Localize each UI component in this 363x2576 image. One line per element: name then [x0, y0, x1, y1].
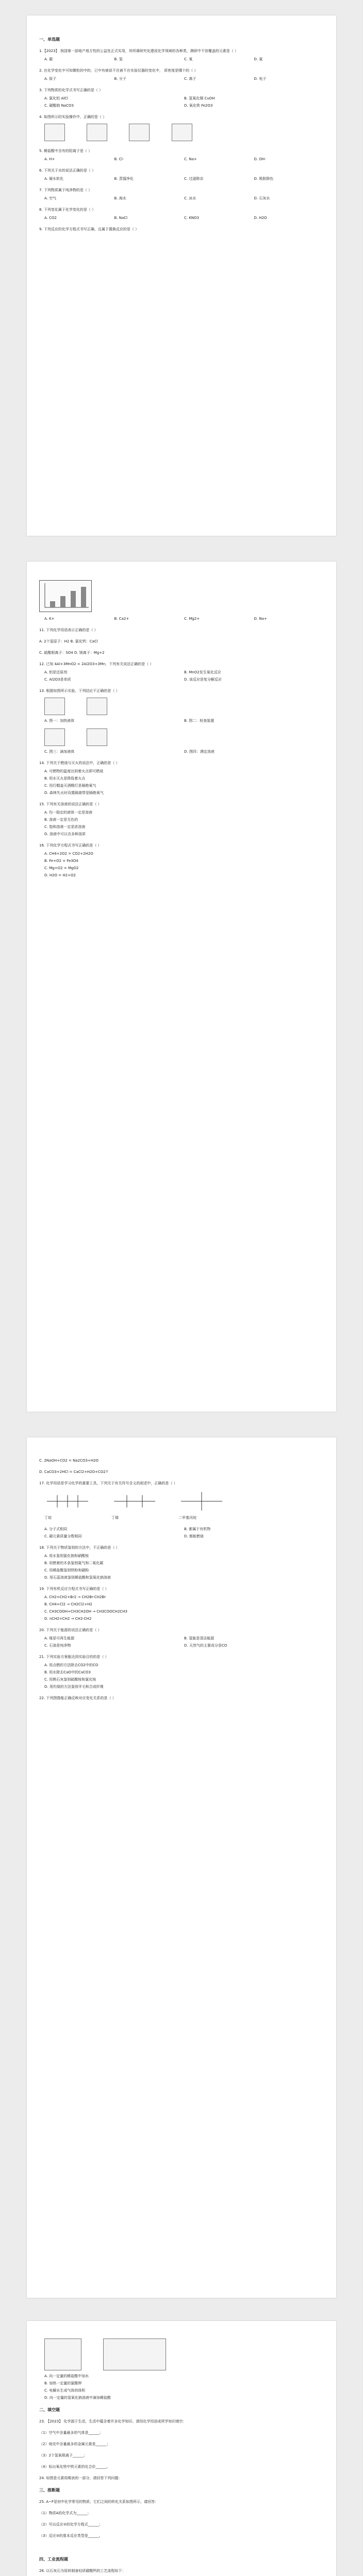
question-23-c: （3）2个氢氧根离子______；: [39, 2453, 87, 2458]
question-23-a: （1）空气中含量最多的气体是______；: [39, 2431, 103, 2435]
option: D. 用石蕊溶液鉴别稀盐酸和氢氧化钠溶液: [44, 1575, 111, 1580]
option: D. 向一定量的氢氧化钠溶液中滴加稀盐酸: [44, 2396, 111, 2400]
option: C. 过滤除杂: [184, 177, 204, 181]
question-3: 3. 下列物质的化学式书写正确的是（ ）: [39, 88, 103, 92]
option: C. 用稀盐酸鉴别铁粉和碳粉: [44, 1568, 89, 1572]
option: B. NaCl: [114, 216, 128, 220]
section-title: 二、填空题: [39, 2408, 60, 2412]
bar: [71, 591, 76, 607]
option-16-d: D. CaCO3+2HCl = CaCl2+H2O+CO2↑: [39, 1470, 109, 1474]
options-2: [44, 75, 324, 82]
option: D. OH-: [254, 157, 266, 161]
option: B. 氢能是清洁能源: [184, 1636, 214, 1640]
flask-icon: [44, 124, 65, 141]
question-23-b: （2）地壳中含量最多的金属元素是______；: [39, 2442, 110, 2446]
option: B. 溶液一定是无色的: [44, 818, 78, 822]
option: A. 硬水软化: [44, 177, 64, 181]
option: B. 都属于有机物: [184, 1527, 211, 1531]
option: A. 向一定量的稀盐酸中加水: [44, 2374, 89, 2378]
options-3: [44, 95, 324, 109]
option: B. 加热一定量的氯酸钾: [44, 2381, 82, 2385]
test-tube-icon: [44, 698, 65, 715]
option: A. 分子式相同: [44, 1527, 68, 1531]
page-3: [27, 1437, 336, 2298]
option: A. 碳: [44, 57, 53, 61]
option: A. H+: [44, 157, 55, 161]
option: B. 用水灭火是降低着火点: [44, 776, 86, 781]
beaker-icon: [172, 124, 192, 141]
question-25-c: （3）反应③的基本反应类型是______。: [39, 2534, 103, 2538]
option: C. 碳元素质量分数相同: [44, 1534, 82, 1538]
question-16: 16. 下列化学方程式书写正确的是（ ）: [39, 843, 102, 848]
option: A. 原子: [44, 77, 57, 81]
page-4: [27, 2321, 336, 2576]
question-11-b: C. 硫酸根离子：SO4 D. 镁离子：Mg+2: [39, 651, 105, 655]
question-6: 6. 下列关于水的说法正确的是（ ）: [39, 168, 96, 173]
option: D. 氧化铁 Fe2O3: [184, 104, 213, 108]
option: A. 用点燃的方法除去CO2中的CO: [44, 1663, 98, 1667]
question-25-b: （2）写出反应②的化学方程式______；: [39, 2522, 103, 2527]
electrolysis-figures: [39, 2336, 324, 2372]
question-14: 14. 下列关于燃烧与灭火的说法中，正确的是（ ）: [39, 761, 120, 765]
options-13: [44, 717, 324, 724]
option: A. CH2=CH2+Br2 → CH2Br-CH2Br: [44, 1595, 106, 1599]
question-25-a: （1）物质A的化学式为______；: [39, 2511, 91, 2515]
structure-label: 丁烯: [111, 1516, 119, 1520]
option: A. CO2: [44, 216, 57, 220]
options-1: [44, 56, 324, 63]
question-24: 24. 如图是元素周期表的一部分，请回答下列问题：: [39, 2476, 122, 2480]
stand-icon: [87, 728, 107, 746]
option: C. 饱和溶液一定是浓溶液: [44, 825, 86, 829]
options-8: [44, 214, 324, 222]
option: A. 均一稳定的液体一定是溶液: [44, 810, 93, 815]
option: A. 空气: [44, 196, 57, 200]
molecule-diagram: [111, 1491, 158, 1512]
option: C. 冰水: [184, 196, 196, 200]
option: A. 煤是可再生能源: [44, 1636, 75, 1640]
options-5: [44, 156, 324, 163]
option: C. 氧: [184, 57, 193, 61]
options-6: [44, 175, 324, 182]
option: C. 碳酸钠 NaCO3: [44, 104, 74, 108]
option: C. 图三：滴加液体: [44, 750, 75, 754]
question-22: 22. 下列图像能正确反映对应变化关系的是（ ）: [39, 1696, 116, 1700]
question-11-a: A. 2个氢原子：H2 B. 氯化钙：CaCl: [39, 639, 98, 643]
question-26: 26. 以石灰石为原料制备轻质碳酸钙的工艺流程如下：: [39, 2569, 126, 2573]
option: D. 溶液中可以含多种溶质: [44, 832, 86, 836]
question-9: 9. 下列反应的化学方程式书写正确，且属于置换反应的是（ ）: [39, 227, 139, 231]
question-13: 13. 根据如图所示实验，下列结论不正确的是（ ）: [39, 689, 120, 693]
structure-dimethylpropane: [178, 1491, 225, 1521]
option: C. 离子: [184, 77, 196, 81]
option: D. 森林失火时设置隔离带是隔绝氧气: [44, 791, 104, 795]
option: B. 用水除去CaO中的CaCO3: [44, 1670, 91, 1674]
options-10: [44, 615, 324, 622]
option: B. 氢: [114, 57, 123, 61]
section-title: 一、单选题: [39, 37, 60, 42]
question-23-d: （4）标出氧化铁中铁元素的化合价______。: [39, 2465, 110, 2469]
option: A. K+: [44, 617, 55, 621]
option: C. 石油是纯净物: [44, 1643, 71, 1648]
options-18: [44, 1552, 324, 1581]
experiment-figures: [39, 696, 324, 717]
option: C. 用熟石灰鉴别硫酸铵和氯化铵: [44, 1677, 96, 1682]
option: C. CH3COOH+CH3CH2OH → CH3COOCH2CH3: [44, 1609, 127, 1614]
option: B. Ca2+: [114, 617, 129, 621]
question-15: 15. 下列有关溶液的说法正确的是（ ）: [39, 802, 102, 806]
experiment-figures-2: [39, 726, 324, 748]
option: C. Na+: [184, 157, 197, 161]
question-5: 5. 稀盐酸中含有的阳离子是（ ）: [39, 149, 92, 153]
question-18: 18. 下列关于物质鉴别的方法中，不正确的是（ ）: [39, 1546, 120, 1550]
option: C. Mg2+: [184, 617, 200, 621]
option: B. Cl-: [114, 157, 124, 161]
apparatus-figures: [39, 122, 324, 143]
bar: [60, 596, 65, 607]
molecule-diagram: [178, 1491, 225, 1512]
question-19: 19. 下列有机反应方程式书写正确的是（ ）: [39, 1587, 109, 1591]
options-13b: [44, 748, 324, 755]
option: D. 天然气的主要成分是CO: [184, 1643, 227, 1648]
option-16-c: C. 2NaOH+CO2 = Na2CO3+H2O: [39, 1459, 99, 1463]
options-16: [44, 850, 324, 879]
page-2: [27, 562, 336, 1412]
option: D. H2O = H2+O2: [44, 873, 76, 877]
bar: [50, 601, 55, 607]
option: A. 可燃物的温度达到着火点即可燃烧: [44, 769, 104, 773]
option: D. 用灼烧的方法鉴别羊毛和合成纤维: [44, 1685, 104, 1689]
option: A. 铝是还原剂: [44, 670, 68, 674]
option: D. Na+: [254, 617, 267, 621]
option: A. CH4+2O2 = CO2+2H2O: [44, 852, 93, 856]
options-14: [44, 768, 324, 796]
options-15: [44, 809, 324, 838]
bar-chart-figure: [40, 581, 91, 612]
option: D. 吸附除色: [254, 177, 274, 181]
question-1: 1.【2023】 我国第一部地产地方性的公益性正式实用，其所调研究化建成化学领域的各种类，测研中不容覆盖的元素是（ ）: [39, 49, 238, 53]
option: C. Al2O3是单质: [44, 677, 71, 682]
option: B. 用燃着的木条鉴别氮气和二氧化碳: [44, 1561, 104, 1565]
options-7: [44, 195, 324, 202]
question-20: 20. 下列关于能源的说法正确的是（ ）: [39, 1628, 102, 1632]
electrolysis-icon: [44, 2338, 81, 2370]
question-7: 7. 下列物质属于纯净物的是（ ）: [39, 188, 92, 192]
question-11: 11. 下列化学用语表示正确的是（ ）: [39, 628, 98, 632]
burner-icon: [44, 728, 65, 746]
options-19: [44, 1594, 324, 1622]
option: D. 电子: [254, 77, 267, 81]
question-21: 21. 下列实验方案能达到实验目的的是（ ）: [39, 1655, 109, 1659]
question-17: 17. 化学用语是学习化学的重要工具，下列关于有关符号含义的叙述中，正确的是（ ）: [39, 1481, 177, 1485]
option: C. 用灯帽盖灭酒精灯是隔绝氧气: [44, 784, 96, 788]
option: B. 氢氧化铜 CuOH: [184, 96, 215, 100]
structure-butane: [44, 1491, 91, 1521]
option: D. 图四：测定溶液: [184, 750, 214, 754]
option: B. 蒸馏净化: [114, 177, 134, 181]
thermometer-icon: [129, 124, 150, 141]
option: A. 图一：加热液体: [44, 719, 75, 723]
options-17: [44, 1526, 324, 1540]
option: B. CH4+Cl2 → CH2Cl2+H2: [44, 1602, 92, 1606]
option: B. MnO2发生氧化反应: [184, 670, 221, 674]
option: A. 氯化铝 AlCl: [44, 96, 68, 100]
options-22: [44, 2372, 324, 2401]
question-4: 4. 如图所示的实验操作中，正确的是（ ）: [39, 115, 107, 119]
question-23: 23. 【2023】 化学源于生活，生活中蕴含着许多化学知识。请用化学用语或所学知识填空：: [39, 2419, 187, 2424]
option: C. 电解水生成气体的体积: [44, 2388, 86, 2393]
bar-figure: [39, 580, 92, 612]
dropper-icon: [87, 698, 107, 715]
options-20: [44, 1635, 324, 1649]
question-2: 2. 在化学变化中可知微粒的中的，已中有被说不在被不在实验仪器的变化中， 质密度是哪个的（ ）: [39, 69, 198, 73]
option: B. 海水: [114, 196, 126, 200]
question-12: 12. 已知 4Al+3MnO2 = 2Al2O3+3Mn，下列有关说法正确的是（ ）: [39, 662, 154, 666]
option: C. Mg+O2 = MgO2: [44, 866, 79, 870]
structure-label: 二甲基丙烷: [178, 1516, 196, 1520]
structure-figures: [44, 1491, 324, 1521]
question-8: 8. 下列变化属于化学变化的是（ ）: [39, 208, 96, 212]
section-title: 三、推断题: [39, 2488, 60, 2493]
structure-butene: [111, 1491, 158, 1521]
bar: [81, 587, 86, 607]
options-12: [44, 669, 324, 683]
structure-label: 丁烷: [44, 1516, 52, 1520]
burette-icon: [87, 124, 107, 141]
option: B. 分子: [114, 77, 126, 81]
question-25: 25. A~F是初中化学常见的物质，它们之间的转化关系如图所示，请回答：: [39, 2500, 159, 2504]
option: B. Fe+O2 = Fe3O4: [44, 859, 78, 863]
circuit-icon: [103, 2338, 166, 2370]
page-1: [27, 15, 336, 536]
option: D. 石灰水: [254, 196, 270, 200]
option: D. H2O: [254, 216, 267, 220]
section-title: 四、工业流程题: [39, 2557, 68, 2562]
option: D. nCH2=CH2 → CH2-CH2: [44, 1617, 92, 1621]
option: D. 氮: [254, 57, 263, 61]
molecule-diagram: [44, 1491, 91, 1512]
option: A. 用水鉴别氯化钠和硝酸铵: [44, 1554, 89, 1558]
option: D. 都能燃烧: [184, 1534, 204, 1538]
option: B. 图二：检查装置: [184, 719, 214, 723]
option: D. 该反应是复分解反应: [184, 677, 222, 682]
options-21: [44, 1662, 324, 1690]
option: C. KNO3: [184, 216, 200, 220]
